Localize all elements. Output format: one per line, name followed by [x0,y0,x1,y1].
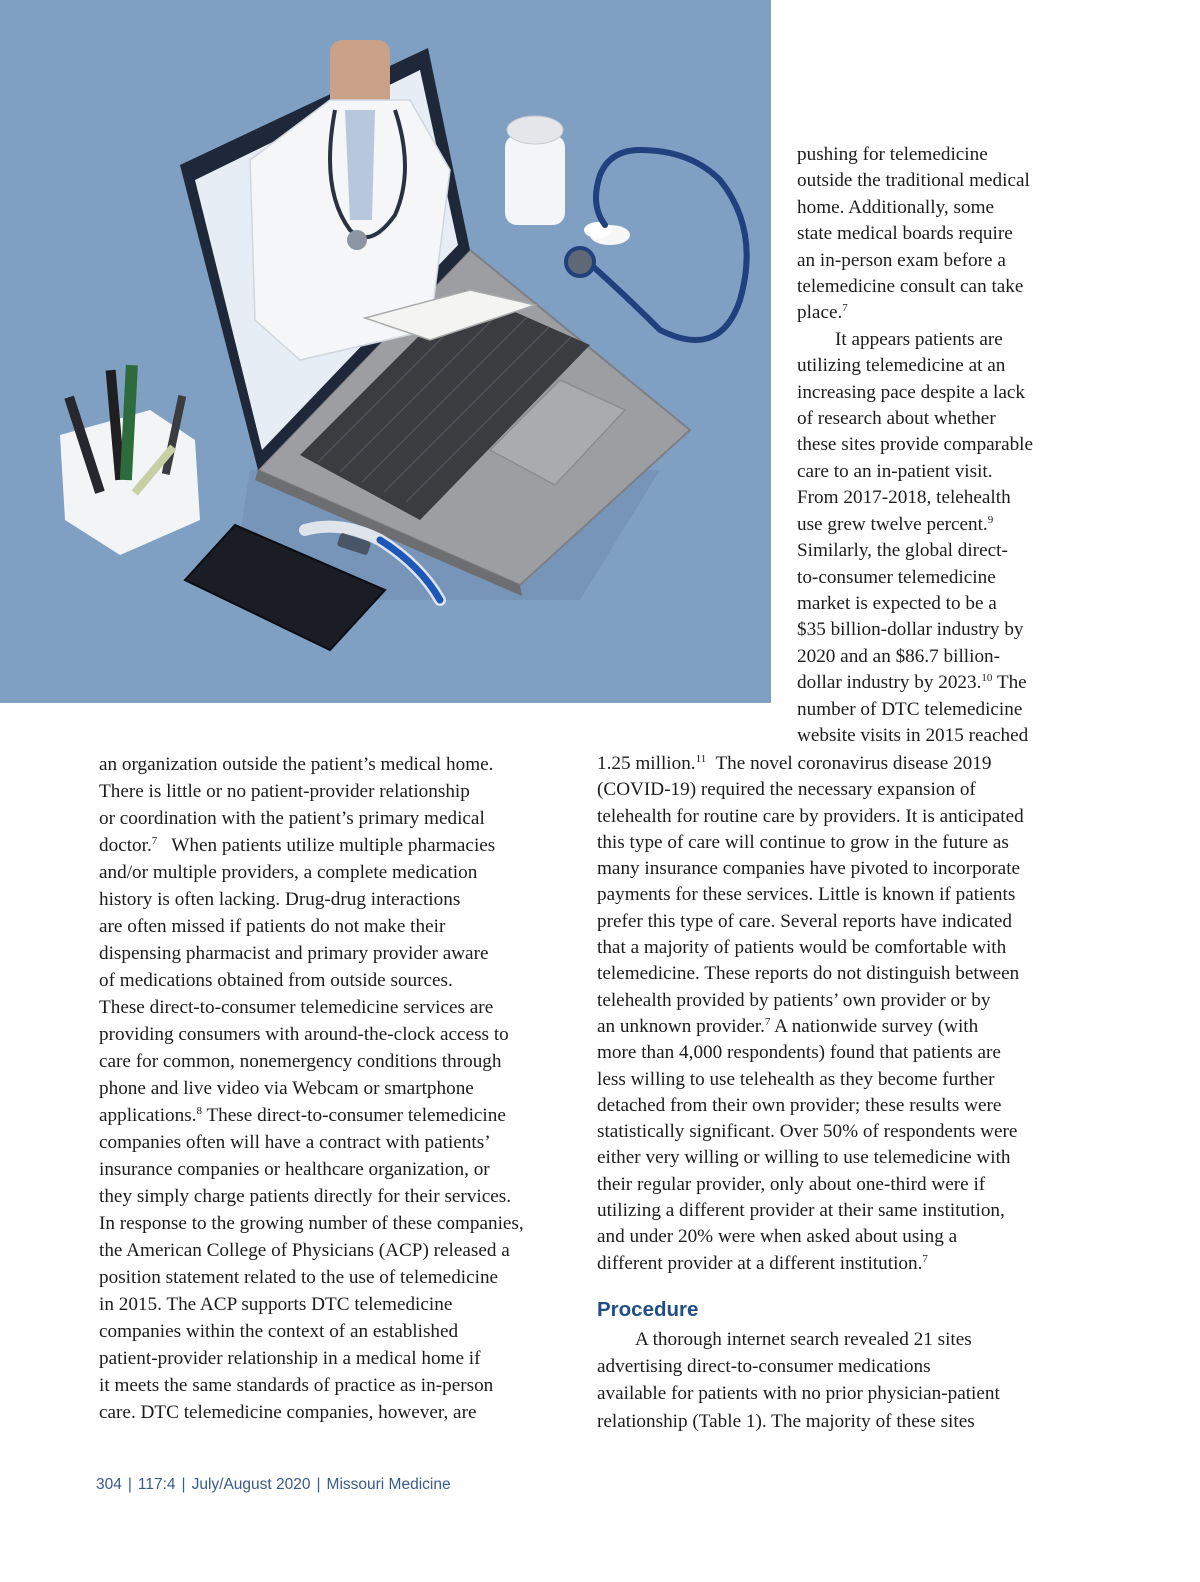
footer-separator: | [181,1476,186,1493]
text-line: insurance companies or healthcare organization, or [99,1159,490,1180]
text-line: in 2015. The ACP supports DTC telemedicine [99,1294,453,1315]
text-line: patient-provider relationship in a medical home if [99,1348,481,1369]
text-line: these sites provide comparable [797,434,1034,456]
text-fragment: The [992,672,1027,694]
text-line: many insurance companies have pivoted to incorporate [597,858,1021,880]
text-line: From 2017-2018, telehealth [797,487,1011,509]
text-line: state medical boards require [797,223,1013,245]
text-line: or coordination with the patient’s primary medical [99,808,485,829]
text-line: website visits in 2015 reached [797,724,1029,746]
section-heading: Procedure [597,1298,699,1321]
text-line: There is little or no patient-provider relationship [99,781,470,802]
text-line [99,832,579,859]
text-line: detached from their own provider; these results were [597,1094,1002,1116]
citation-ref: 9 [987,513,994,526]
text-line: care. DTC telemedicine companies, however, are [99,1402,477,1423]
text-line: this type of care will continue to grow in the future as [597,831,1009,853]
text-line: relationship (Table 1). The majority of these sites [597,1410,975,1432]
text-fragment: The novel coronavirus disease 2019 [706,753,992,774]
text-line: and/or multiple providers, a complete medication [99,862,478,883]
volume-issue: 117:4 [137,1476,176,1493]
text-line: 2020 and an $86.7 billion- [797,645,1001,667]
text-line: position statement related to the use of telemedicine [99,1267,499,1288]
middle-column [597,751,1077,1277]
procedure-section [597,1296,1077,1435]
text-line: less willing to use telehealth as they become further [597,1068,995,1090]
text-line: of research about whether [797,408,996,430]
text-line: It appears patients are [835,328,1003,350]
text-line: providing consumers with around-the-clock access to [99,1024,509,1045]
paragraph [797,142,1087,327]
footer-separator: | [316,1476,321,1493]
text-fragment: 1.25 million. [597,753,696,774]
text-line [797,300,1087,326]
page-footer [96,1476,451,1494]
text-line: an in-person exam before a [797,249,1006,271]
paragraph [597,751,1077,1277]
text-fragment: These direct-to-consumer telemedicine [202,1105,506,1126]
text-line: companies often will have a contract with patients’ [99,1132,491,1153]
text-fragment: place. [797,302,843,324]
telemedicine-illustration [0,0,771,703]
text-line [797,512,1087,538]
text-line [597,751,1077,777]
footer-separator: | [127,1476,132,1493]
paragraph [597,1326,1077,1435]
text-line: companies within the context of an established [99,1321,459,1342]
text-line: their regular provider, only about one-third were if [597,1173,986,1195]
text-line: market is expected to be a [797,592,997,614]
citation-ref: 7 [922,1252,928,1265]
text-line: an organization outside the patient’s medical home. [99,754,494,775]
text-line [797,670,1087,696]
citation-ref: 10 [981,672,993,685]
text-fragment: different provider at a different institution. [597,1252,923,1274]
citation-ref: 7 [764,1015,771,1028]
paragraph [99,751,579,1426]
text-line: Similarly, the global direct- [797,540,1008,562]
issue-date: July/August 2020 [191,1476,311,1493]
text-line: either very willing or willing to use telemedicine with [597,1147,1011,1169]
text-line: it meets the same standards of practice as in-person [99,1375,494,1396]
text-line: the American College of Physicians (ACP) released a [99,1240,510,1261]
text-line [597,1251,1077,1277]
journal-name: Missouri Medicine [326,1476,451,1493]
text-line: increasing pace despite a lack [797,381,1026,403]
text-line: that a majority of patients would be comfortable with [597,937,1007,959]
text-fragment: an unknown provider. [597,1015,765,1037]
text-line: statistically significant. Over 50% of respondents were [597,1121,1018,1143]
text-line: care for common, nonemergency conditions through [99,1051,502,1072]
text-fragment: A nationwide survey (with [770,1015,979,1037]
text-line: payments for these services. Little is known if patients [597,884,1016,906]
text-fragment: dollar industry by 2023. [797,672,982,694]
text-line: These direct-to-consumer telemedicine services are [99,997,494,1018]
text-line: telehealth provided by patients’ own provider or by [597,989,991,1011]
text-line: A thorough internet search revealed 21 sites [635,1329,972,1350]
text-line: phone and live video via Webcam or smartphone [99,1078,474,1099]
text-line: utilizing telemedicine at an [797,355,1006,377]
text-fragment: doctor. [99,835,152,856]
text-line: care to an in-patient visit. [797,460,993,482]
citation-ref: 11 [695,753,707,765]
text-line: available for patients with no prior physician-patient [597,1383,1000,1405]
text-line: In response to the growing number of these companies, [99,1213,524,1234]
text-line: $35 billion-dollar industry by [797,619,1024,641]
text-line: home. Additionally, some [797,196,995,218]
text-fragment: use grew twelve percent. [797,513,988,535]
text-line: telemedicine consult can take [797,276,1024,298]
text-line: telemedicine. These reports do not distinguish between [597,963,1020,985]
citation-ref: 7 [842,302,848,315]
text-line: telehealth for routine care by providers. It is anticipated [597,805,1024,827]
text-line: utilizing a different provider at their same institution, [597,1200,1005,1222]
text-line: pushing for telemedicine [797,144,988,165]
text-line: outside the traditional medical [797,170,1030,192]
text-line [99,1102,579,1129]
text-line: more than 4,000 respondents) found that patients are [597,1042,1001,1064]
text-line: (COVID-19) required the necessary expansion of [597,779,976,801]
citation-ref: 8 [196,1105,203,1117]
text-fragment: When patients utilize multiple pharmacies [157,835,496,856]
text-line: of medications obtained from outside sources. [99,970,453,991]
page-number: 304 [96,1476,122,1493]
text-line: and under 20% were when asked about using a [597,1226,958,1248]
left-column [99,751,579,1426]
text-line: they simply charge patients directly for their services. [99,1186,512,1207]
text-line: are often missed if patients do not make their [99,916,446,937]
text-line: history is often lacking. Drug-drug interactions [99,889,461,910]
text-line [597,1014,1077,1040]
paragraph [797,327,1087,750]
text-line: prefer this type of care. Several reports have indicated [597,910,1013,932]
text-fragment: applications. [99,1105,197,1126]
citation-ref: 7 [151,835,158,847]
text-line: advertising direct-to-consumer medications [597,1356,931,1378]
text-line: number of DTC telemedicine [797,698,1023,720]
text-line: to-consumer telemedicine [797,566,996,588]
text-line: dispensing pharmacist and primary provider aware [99,943,489,964]
right-upper-column [797,142,1087,749]
